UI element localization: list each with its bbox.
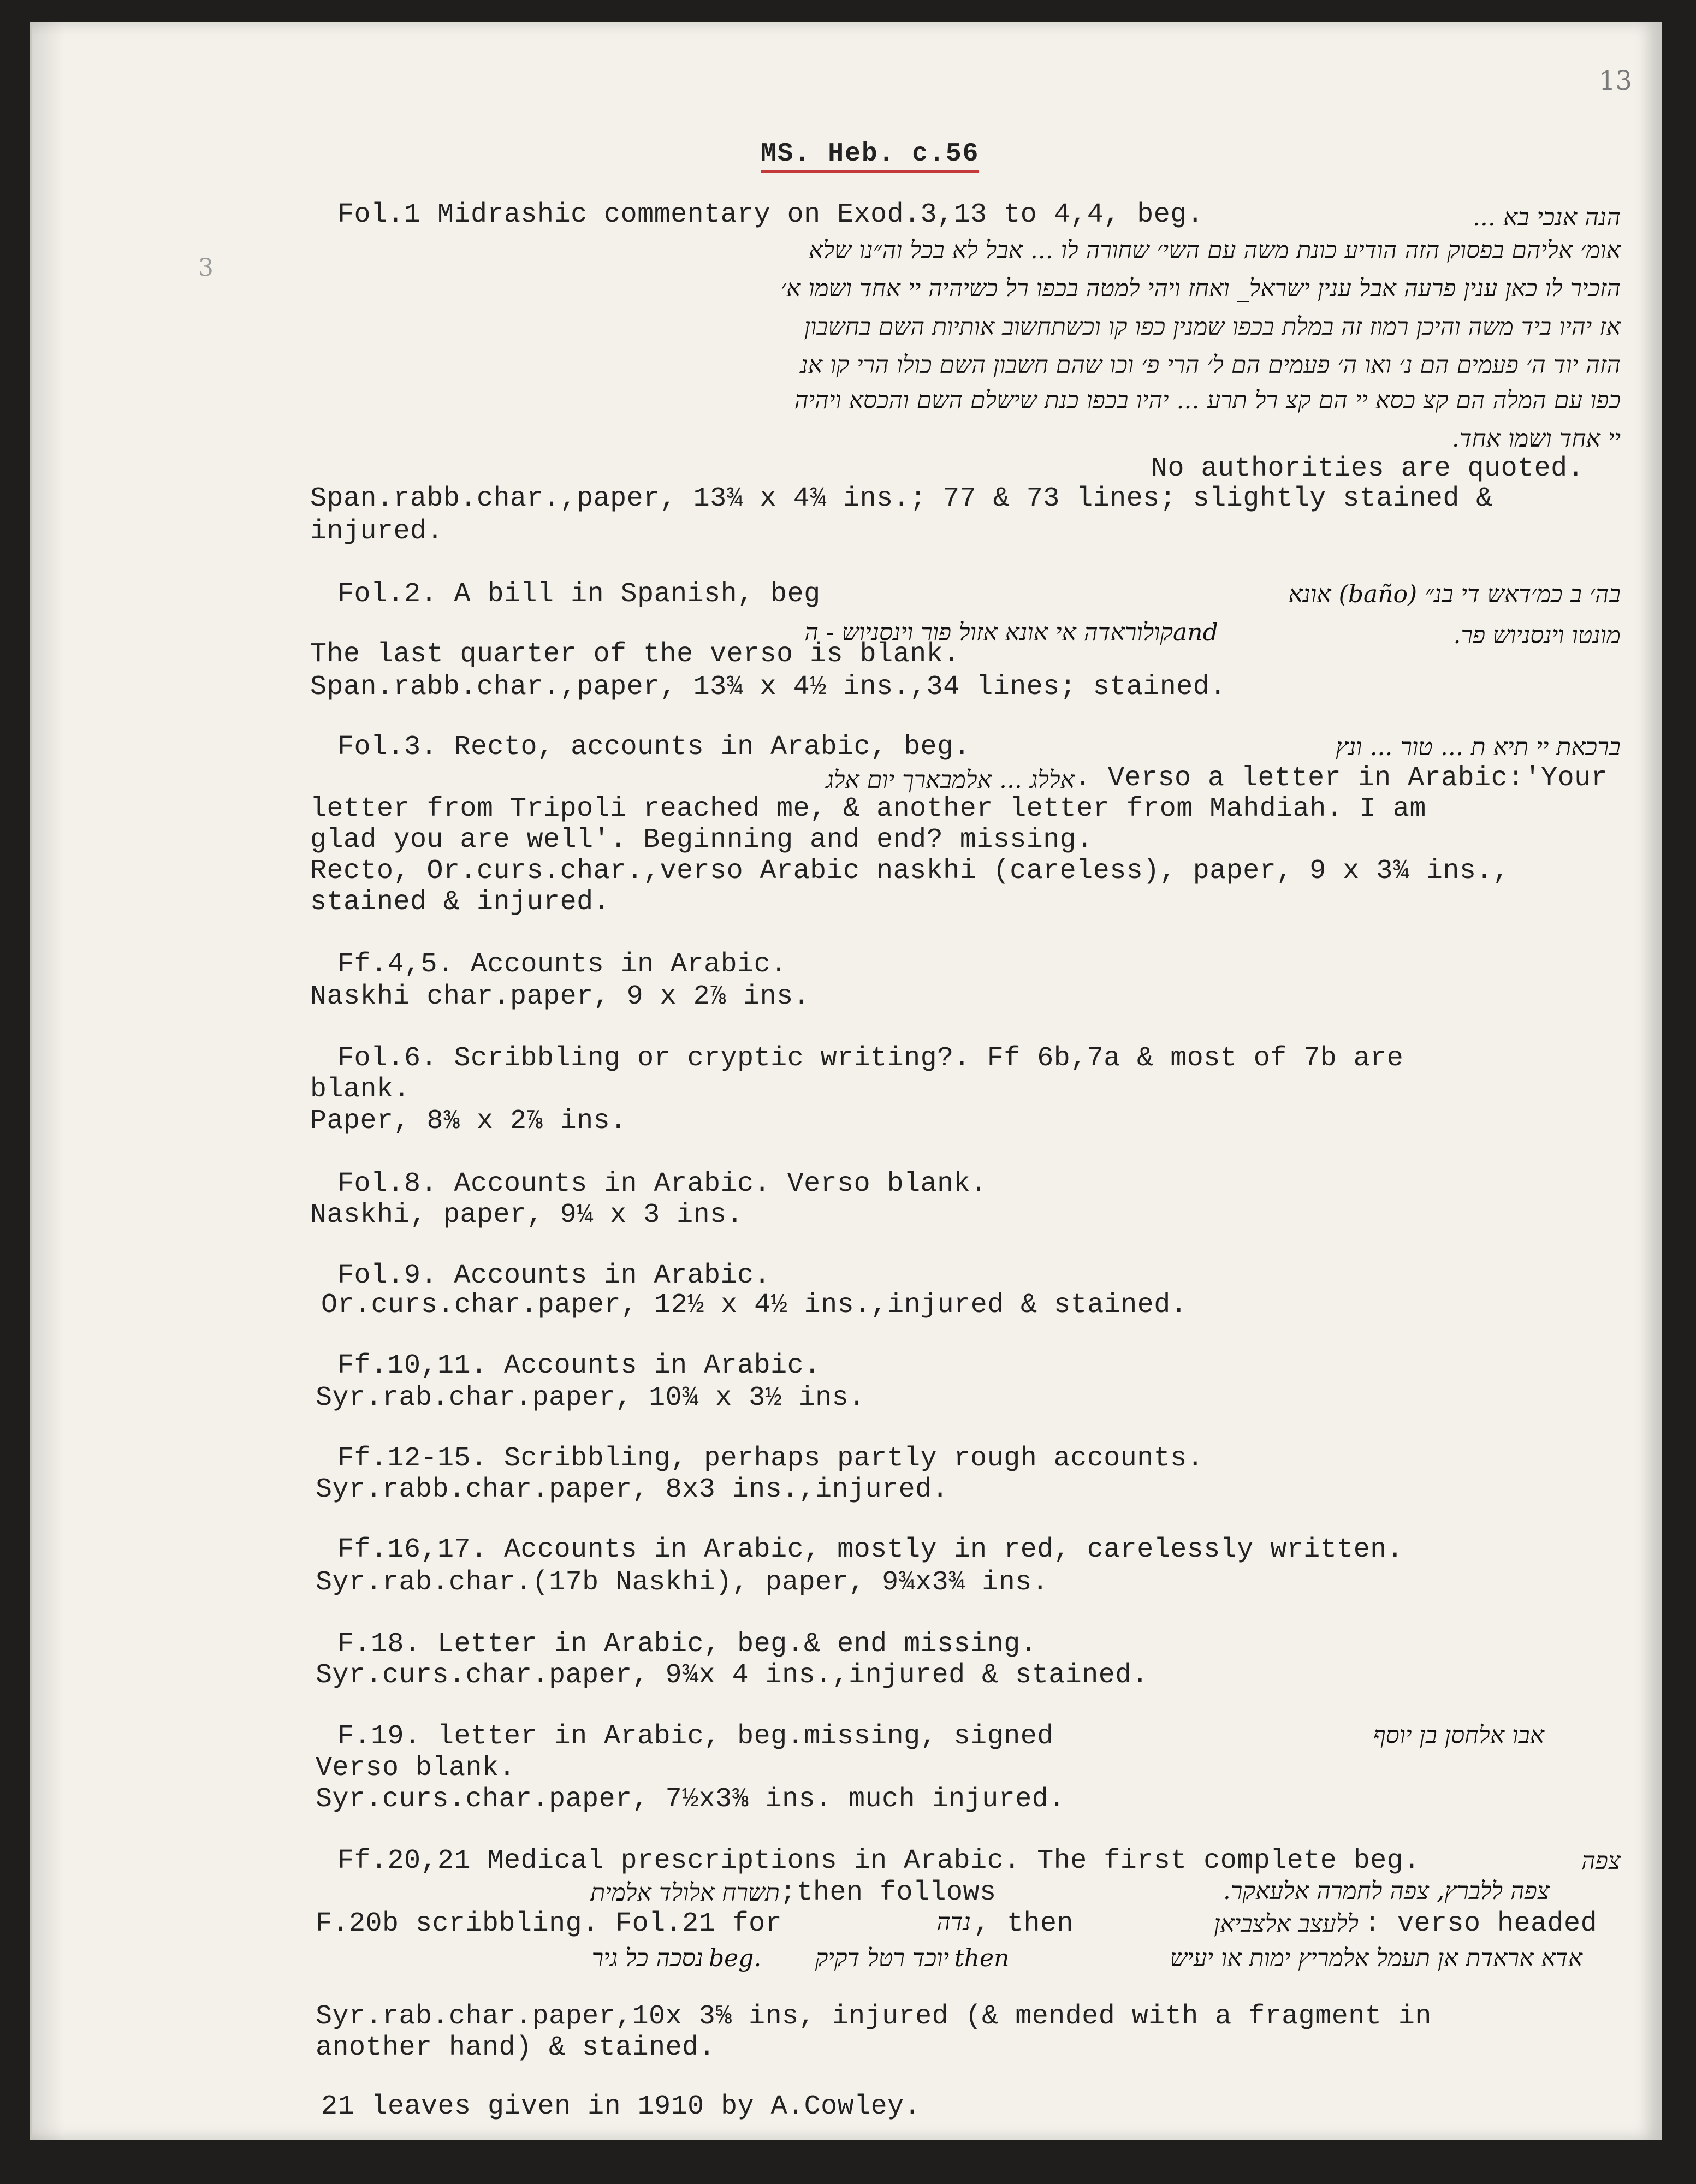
fol3-hebrew-beg-2: אללג ... אלמבארך יום אלג (826, 766, 1075, 794)
fol3-hebrew-beg: ברכאת יי תיא ת ... טור ... ונץ (1335, 733, 1621, 761)
ff20-21-hebrew-beg: צפה (1581, 1847, 1621, 1875)
provenance-note: 21 leaves given in 1910 by A.Cowley. (321, 2091, 921, 2122)
ff20-21-then: , then (974, 1908, 1074, 1939)
folio-number: 13 (1599, 66, 1633, 96)
ff16-17-heading: Ff.16,17. Accounts in Arabic, mostly in red, carelessly written. (337, 1534, 1404, 1565)
fol8-heading: Fol.8. Accounts in Arabic. Verso blank. (337, 1168, 987, 1200)
catalogue-page (30, 22, 1662, 2140)
fol1-heading: Fol.1 Midrashic commentary on Exod.3,13 to 4,4, beg. (337, 199, 1204, 230)
fol8-desc: Naskhi, paper, 9¼ x 3 ins. (310, 1200, 744, 1231)
fol1-note: No authorities are quoted. (1151, 453, 1585, 484)
ff20-21-hebrew-g: נסכה כל גיר (591, 1944, 703, 1972)
ff20-21-then-2: then (954, 1944, 1010, 1972)
ff20-21-hebrew-a: תשרח אלולד אלמית (590, 1879, 780, 1907)
fol2-hebrew-beg: בה׳ ב כמ׳דאש די בנ״ (baño) אונא (1288, 580, 1621, 608)
ff20-21-line-2: F.20b scribbling. Fol.21 for (316, 1908, 782, 1939)
f18-desc: Syr.curs.char.paper, 9¾x 4 ins.,injured & stained. (316, 1660, 1149, 1691)
fol3-line-5: Recto, Or.curs.char.,verso Arabic naskhi (careless), paper, 9 x 3¾ ins., (310, 856, 1510, 887)
fol1-desc-2: injured. (310, 516, 444, 547)
fol1-desc-1: Span.rabb.char.,paper, 13¾ x 4¾ ins.; 77 & 73 lines; slightly stained & (310, 483, 1493, 514)
ff20-21-hebrew-d: ללעצב אלצביאן (1214, 1910, 1359, 1938)
ff20-21-heading: Ff.20,21 Medical prescriptions in Arabic. The first complete beg. (337, 1845, 1420, 1877)
ff20-21-then-follows: ;then follows (780, 1877, 997, 1908)
fol3-line-4: glad you are well'. Beginning and end? missing. (310, 824, 1093, 856)
ff16-17-desc: Syr.rab.char.(17b Naskhi), paper, 9¾x3¾ ins. (316, 1567, 1049, 1598)
ff20-21-hebrew-e: אדא אראדת אן תעמל אלמריץ ימות או יעיש (1170, 1944, 1582, 1972)
fol2-heading: Fol.2. A bill in Spanish, beg (337, 579, 821, 610)
f19-hebrew-signature: אבו אלחסן בן יוסף (1373, 1722, 1544, 1749)
page-title: MS. Heb. c.56 (761, 139, 979, 173)
ff20-21-hebrew-b: צפה ללברץ, צפה לחמרה אלעאקר. (1223, 1877, 1550, 1905)
fol2-and: and (1173, 619, 1218, 646)
fol3-heading: Fol.3. Recto, accounts in Arabic, beg. (337, 732, 971, 763)
fol6-desc: Paper, 8⅜ x 2⅞ ins. (310, 1106, 627, 1137)
ff20-21-desc-1: Syr.rab.char.paper,10x 3⅝ ins, injured (& mended with a fragment in (316, 2001, 1432, 2032)
fol1-hebrew-line-6: יי אחד ושמו אחד. (1451, 425, 1621, 453)
fol2-hebrew-end: קולוראדה אי אונא אזול פור וינסניוש - ה (804, 619, 1173, 646)
ff4-5-desc: Naskhi char.paper, 9 x 2⅞ ins. (310, 981, 810, 1012)
ff10-11-desc: Syr.rab.char.paper, 10¾ x 3½ ins. (316, 1382, 865, 1414)
ff20-21-beg: beg. (709, 1944, 762, 1972)
fol9-desc: Or.curs.char.paper, 12½ x 4½ ins.,injured & stained. (321, 1290, 1188, 1321)
ff12-15-desc: Syr.rabb.char.paper, 8x3 ins.,injured. (316, 1474, 949, 1505)
fol3-line-2: . Verso a letter in Arabic:'Your (1075, 763, 1608, 794)
fol1-hebrew-line-2: הזכיר לו כאן ענין פרעה אבל ענין ישראל_ ואחז ויהי למטה בכפו רל כשיהיה יי אחד ושמו א׳ (780, 275, 1621, 302)
fol1-hebrew-line-4: הזה יוד ה׳ פעמים הם נ׳ ואו ה׳ פעמים הם ל׳ הרי פ׳ וכו שהם חשבון השם כולו הרי קו אנ (800, 351, 1621, 379)
fol2-desc: Span.rabb.char.,paper, 13¾ x 4½ ins.,34 lines; stained. (310, 672, 1226, 703)
ff10-11-heading: Ff.10,11. Accounts in Arabic. (337, 1350, 821, 1381)
fol6-heading: Fol.6. Scribbling or cryptic writing?. Ff 6b,7a & most of 7b are (337, 1043, 1404, 1074)
fol1-hebrew-line-5: כפו עם המלה הם קצ כסא יי הם קצ רל תרע ... יהיו בכפו כנת שישלם השם והכסא ויהיה (794, 387, 1621, 414)
ff20-21-hebrew-f: יוכד רטל דקיק (815, 1944, 949, 1972)
ff12-15-heading: Ff.12-15. Scribbling, perhaps partly rough accounts. (337, 1443, 1204, 1474)
f19-heading: F.19. letter in Arabic, beg.missing, signed (337, 1721, 1054, 1752)
fol3-line-3: letter from Tripoli reached me, & another letter from Mahdiah. I am (310, 793, 1426, 824)
f19-line-2: Verso blank. (316, 1753, 516, 1784)
fol2-line-2: The last quarter of the verso is blank. (310, 639, 960, 670)
f18-heading: F.18. Letter in Arabic, beg.& end missing. (337, 1629, 1037, 1660)
fol1-hebrew-line-3: אז יהיו ביד משה והיכן רמוז זה במלת בכפו שמנין כפו קו וכשתחשוב אותיות השם בחשבון (804, 313, 1621, 341)
fol2-hebrew-end-2: מונטו וינסניוש פר. (1453, 621, 1621, 649)
fol1-hebrew-beg: הנה אנכי בא ... (1472, 204, 1621, 232)
fol9-heading: Fol.9. Accounts in Arabic. (337, 1260, 771, 1291)
f19-desc: Syr.curs.char.paper, 7½x3⅜ ins. much injured. (316, 1784, 1065, 1815)
margin-mark: 3 (198, 254, 214, 282)
ff20-21-verso-headed: : verso headed (1364, 1908, 1598, 1939)
fol6-line-2: blank. (310, 1074, 411, 1105)
fol3-line-6: stained & injured. (310, 887, 610, 918)
fol1-hebrew-line-1: אומ׳ אליהם בפסוק הזה הודיע כונת משה עם השי׳ שחורה לו ... אבל לא בכל וה״נו שלא (808, 236, 1621, 264)
ff4-5-heading: Ff.4,5. Accounts in Arabic. (337, 949, 787, 980)
ff20-21-desc-2: another hand) & stained. (316, 2032, 716, 2063)
ff20-21-hebrew-c: נדה (936, 1908, 971, 1936)
